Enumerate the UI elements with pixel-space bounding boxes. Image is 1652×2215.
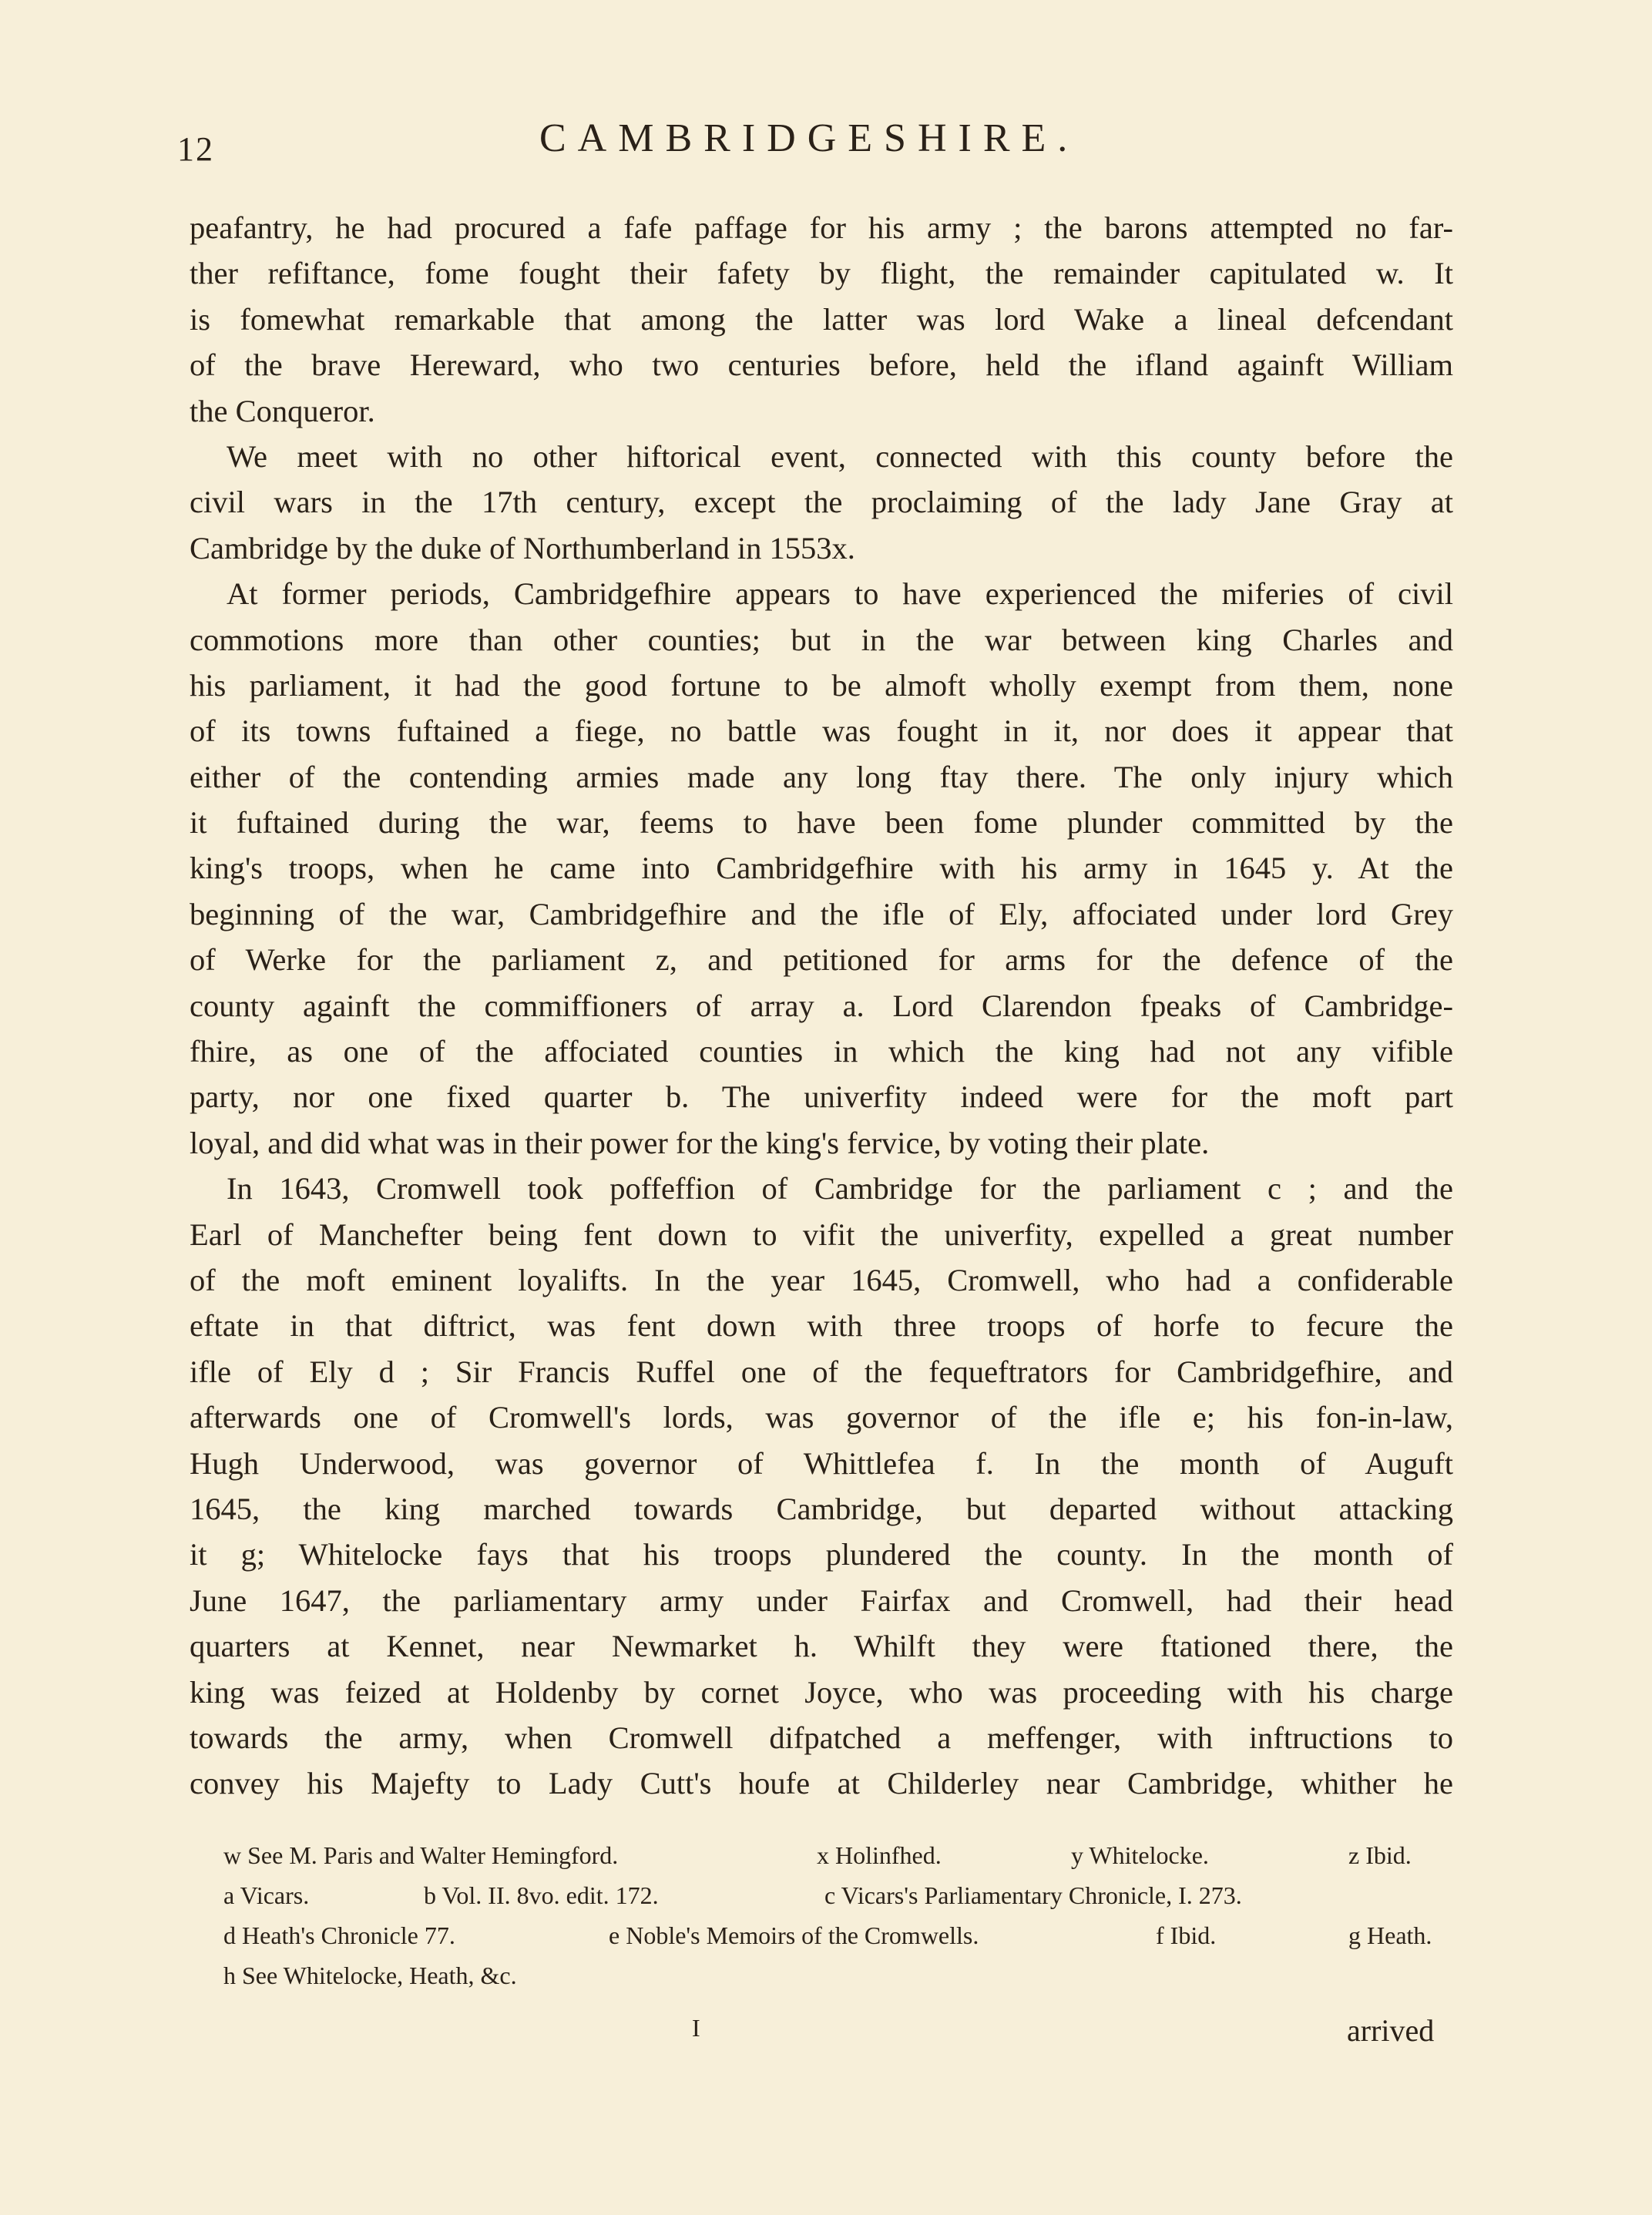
body-text bbox=[190, 205, 1453, 1807]
footnote-row bbox=[223, 1955, 1464, 1995]
body-line: it g; Whitelocke fays that his troops plundered the county. In the month of bbox=[190, 1537, 1453, 1572]
body-line: king was feized at Holdenby by cornet Joyce, who was proceeding with his charge bbox=[190, 1674, 1453, 1710]
body-line: Cambridge by the duke of Northumberland in 1553x. bbox=[190, 530, 855, 565]
body-line: We meet with no other hiftorical event, connected with this county before the bbox=[227, 438, 1453, 474]
body-line: king's troops, when he came into Cambridgefhire with his army in 1645 y. At the bbox=[190, 851, 1453, 886]
body-line: civil wars in the 17th century, except the proclaiming of the lady Jane Gray at bbox=[190, 485, 1453, 520]
body-line: ther refiftance, fome fought their fafety by flight, the remainder capitulated w. It bbox=[190, 256, 1453, 291]
footnote: b Vol. II. 8vo. edit. 172. bbox=[424, 1881, 659, 1909]
body-line: towards the army, when Cromwell difpatched a meffenger, with inftructions to bbox=[190, 1720, 1453, 1755]
footnote: x Holinfhed. bbox=[817, 1841, 942, 1869]
body-line: quarters at Kennet, near Newmarket h. Whilft they were ftationed there, the bbox=[190, 1629, 1453, 1664]
footnote: e Noble's Memoirs of the Cromwells. bbox=[609, 1921, 979, 1949]
page-header bbox=[177, 116, 1464, 177]
body-line: of the moft eminent loyalifts. In the year 1645, Cromwell, who had a confiderable bbox=[190, 1262, 1453, 1297]
footnote: z Ibid. bbox=[1348, 1841, 1412, 1869]
body-line: ifle of Ely d ; Sir Francis Ruffel one of the fequeftrators for Cambridgefhire, and bbox=[190, 1354, 1453, 1389]
body-line: beginning of the war, Cambridgefhire and the ifle of Ely, affociated under lord Grey bbox=[190, 896, 1453, 931]
body-line: the Conqueror. bbox=[190, 393, 375, 428]
body-line: it fuftained during the war, feems to have been fome plunder committed by the bbox=[190, 805, 1453, 841]
body-line: his parliament, it had the good fortune to be almoft wholly exempt from them, none bbox=[190, 667, 1453, 703]
footnote: h See Whitelocke, Heath, &c. bbox=[223, 1962, 517, 1989]
body-line: of its towns fuftained a fiege, no battle was fought in it, nor does it appear that bbox=[190, 713, 1453, 749]
body-line: of the brave Hereward, who two centuries before, held the ifland againft William bbox=[190, 347, 1453, 383]
catchword: arrived bbox=[1347, 2013, 1435, 2048]
footnote: g Heath. bbox=[1348, 1921, 1432, 1949]
footnote: w See M. Paris and Walter Hemingford. bbox=[223, 1841, 619, 1869]
body-line: party, nor one fixed quarter b. The univerfity indeed were for the moft part bbox=[190, 1079, 1453, 1115]
signature-mark: I bbox=[692, 2014, 700, 2042]
footnote-row bbox=[223, 1875, 1464, 1915]
body-line: peafantry, he had procured a fafe paffage for his army ; the barons attempted no far- bbox=[190, 210, 1453, 245]
body-line: loyal, and did what was in their power for the king's fervice, by voting their plate. bbox=[190, 1125, 1210, 1160]
footnotes bbox=[223, 1835, 1464, 1995]
body-line: fhire, as one of the affociated counties in which the king had not any vifible bbox=[190, 1034, 1453, 1069]
body-line: Hugh Underwood, was governor of Whittlefea f. In the month of Auguft bbox=[190, 1445, 1453, 1481]
footnote: c Vicars's Parliamentary Chronicle, I. 273. bbox=[824, 1881, 1242, 1909]
footnote-row bbox=[223, 1835, 1464, 1875]
body-line: either of the contending armies made any long ftay there. The only injury which bbox=[190, 759, 1453, 794]
body-line: In 1643, Cromwell took poffeffion of Cambridge for the parliament c ; and the bbox=[227, 1171, 1453, 1207]
body-line: county againft the commiffioners of array a. Lord Clarendon fpeaks of Cambridge- bbox=[190, 988, 1453, 1023]
body-line: Earl of Manchefter being fent down to vifit the univerfity, expelled a great number bbox=[190, 1217, 1453, 1252]
footnote: y Whitelocke. bbox=[1071, 1841, 1209, 1869]
body-line: commotions more than other counties; but in the war between king Charles and bbox=[190, 622, 1453, 657]
body-line: eftate in that diftrict, was fent down with three troops of horfe to fecure the bbox=[190, 1308, 1453, 1344]
page-number: 12 bbox=[177, 130, 214, 168]
body-line: convey his Majefty to Lady Cutt's houfe at Childerley near Cambridge, whither he bbox=[190, 1766, 1453, 1801]
body-line: is fomewhat remarkable that among the latter was lord Wake a lineal defcendant bbox=[190, 301, 1453, 337]
body-line: At former periods, Cambridgefhire appears to have experienced the miferies of civil bbox=[227, 576, 1453, 612]
footnote: a Vicars. bbox=[223, 1881, 310, 1909]
running-head: CAMBRIDGESHIRE. bbox=[539, 116, 1080, 160]
body-line: June 1647, the parliamentary army under Fairfax and Cromwell, had their head bbox=[190, 1582, 1453, 1618]
body-line: of Werke for the parliament z, and petitioned for arms for the defence of the bbox=[190, 942, 1453, 978]
footnote-row bbox=[223, 1915, 1464, 1955]
footnote: f Ibid. bbox=[1156, 1921, 1217, 1949]
body-line: 1645, the king marched towards Cambridge, but departed without attacking bbox=[190, 1491, 1453, 1526]
footnote: d Heath's Chronicle 77. bbox=[223, 1921, 455, 1949]
body-line: afterwards one of Cromwell's lords, was governor of the ifle e; his fon-in-law, bbox=[190, 1400, 1453, 1435]
